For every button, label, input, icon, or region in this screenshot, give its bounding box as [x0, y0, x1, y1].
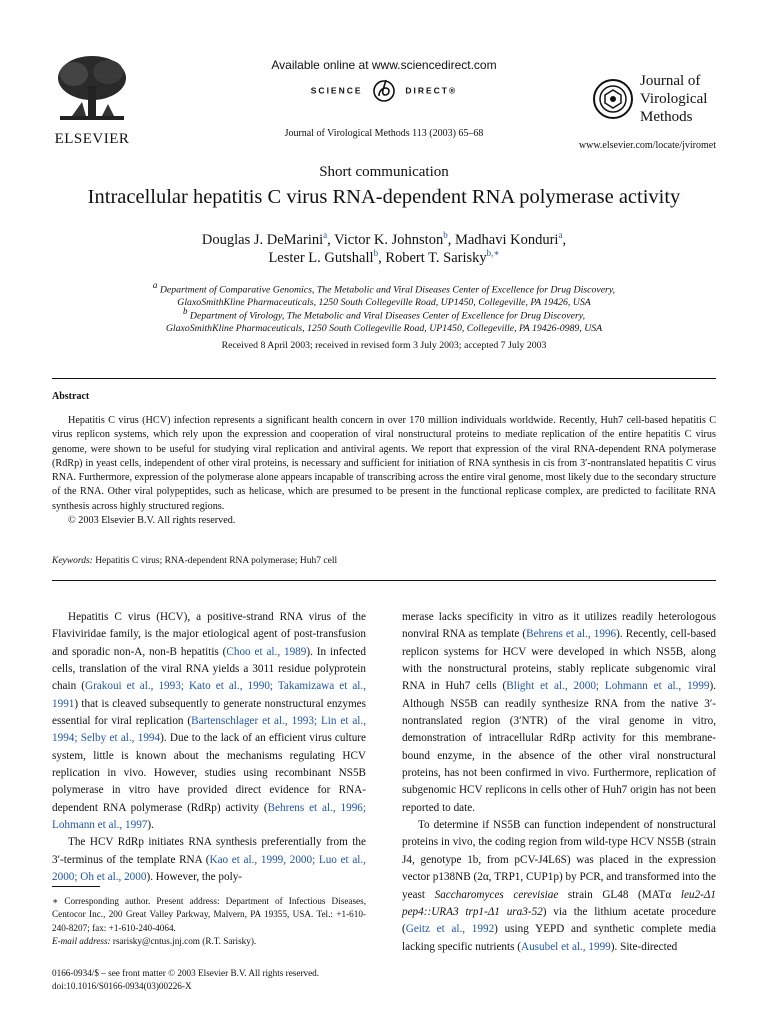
- abstract-text: Hepatitis C virus (HCV) infection represents a significant health concern in over 170 million individuals worldwide. Recently, Huh7 cell-based hepatitis C virus replicon systems, which rely upon the expression and cooperation of viral nonstructural proteins to mediate replication of the entire hepatitis C virus genome, were shown to be useful for studying viral replication and antiviral agents. We report that expression of the viral RNA-dependent RNA polymerase (RdRp) in yeast cells, independent of other viral proteins, is necessary and sufficient for initiation of RNA synthesis in cis from 3′-nontranslated hepatitis C virus RNA. Furthermore, expression of the polymerase alone appears incapable of transcribing across the entire viral genome, most likely due to the secondary structure of the RNA. Other viral polypeptides, such as helicase, which are presumed to be present in the functional replicase complex, are predicted to facilitate RNA synthesis across highly structured regions.: [52, 415, 716, 512]
- author-affiliation-link[interactable]: b,∗: [486, 248, 500, 258]
- citation-link[interactable]: Behrens et al., 1996; Lohmann et al., 1997: [52, 801, 366, 832]
- citation-link[interactable]: Kao et al., 1999, 2000; Luo et al., 2000; Oh et al., 2000: [52, 853, 366, 884]
- sd-right-label: DIRECT: [405, 85, 449, 96]
- corresponding-author-footnote: ∗ Corresponding author. Present address: Department of Infectious Diseases, Centocor Inc., 200 Great Valley Parkway, Malvern, PA 19355, USA. Tel.: +1-610-240-8207; fax: +1-610-240-4064. E-mail address: rsarisky@cntus.jnj.com (R.T. Sarisky).: [52, 896, 367, 947]
- citation-link[interactable]: Blight et al., 2000; Lohmann et al., 1999: [506, 680, 710, 693]
- body-left-column: [52, 609, 366, 887]
- citation-link[interactable]: Geitz et al., 1992: [405, 923, 495, 936]
- paragraph: merase lacks specificity in vitro as it utilizes readily heterologous nonviral RNA as template (Behrens et al., 1996). Recently, cell-based replicon systems for HCV were developed in which NS5B, along with the nonstructural proteins, stably replicate subgenomic viral RNA in Huh7 cells (Blight et al., 2000; Lohmann et al., 1999). Although NS5B can readily synthesize RNA from the native 3′-nontranslated region (3′NTR) of the viral genome in vitro, demonstration of intracellular RdRp activity for this membrane-bound enzyme, in the absence of the other viral nonstructural proteins, has not been confirmed in vivo. Furthermore, replication of subgenomic HCV replicons in cells other of Huh7 origin has not been reported to date.: [402, 611, 716, 814]
- journal-logo: [592, 72, 712, 132]
- citation-link[interactable]: Behrens et al., 1996: [526, 628, 617, 641]
- journal-name: Journal of Virological Methods: [640, 73, 708, 125]
- journal-emblem-icon: [592, 78, 634, 120]
- publisher-name: ELSEVIER: [54, 131, 130, 147]
- article-type: Short communication: [319, 164, 449, 180]
- journal-reference: Journal of Virological Methods 113 (2003) 65–68: [284, 128, 484, 139]
- abstract-body: [52, 414, 716, 528]
- citation-link[interactable]: Bartenschlager et al., 1993; Lin et al., 1994; Selby et al., 1994: [52, 715, 366, 745]
- citation-link[interactable]: Choo et al., 1989: [226, 645, 307, 658]
- sciencedirect-mark-icon: [371, 78, 397, 104]
- paragraph: The HCV RdRp initiates RNA synthesis preferentially from the 3′-terminus of the template RNA (Kao et al., 1999, 2000; Luo et al., 2000; Oh et al., 2000). However, the poly-: [52, 836, 366, 884]
- citation-link[interactable]: Grakoui et al., 1993; Kato et al., 1990; Takamizawa et al., 1991: [52, 680, 366, 710]
- body-right-column: [402, 609, 716, 956]
- author-affiliation-link[interactable]: a: [558, 230, 563, 240]
- paragraph: Hepatitis C virus (HCV), a positive-strand RNA virus of the Flaviviridae family, is the major etiological agent of post-transfusion and sporadic non-A, non-B hepatitis (Choo et al., 1989). In infected cells, translation of the viral RNA yields a 3011 residue polyprotein chain (Grakoui et al., 1993; Kato et al., 1990; Takamizawa et al., 1991) that is cleaved subsequently to generate nonstructural enzymes essential for viral replication (Bartenschlager et al., 1993; Lin et al., 1994; Selby et al., 1994). Due to the lack of an efficient virus culture system, little is known about the mechanisms regulating HCV replication in vivo. However, studies using recombinant NS5B polymerase in vitro have provided direct evidence for RNA-dependent RNA polymerase (RdRp) activity (Behrens et al., 1996; Lohmann et al., 1997).: [52, 611, 366, 832]
- citation-link[interactable]: Ausubel et al., 1999: [520, 940, 611, 953]
- email-link[interactable]: rsarisky@cntus.jnj.com (R.T. Sarisky).: [112, 936, 257, 947]
- author-affiliation-link[interactable]: b: [373, 248, 379, 258]
- divider: [52, 378, 716, 379]
- article-title: Intracellular hepatitis C virus RNA-dependent RNA polymerase activity: [87, 186, 681, 208]
- issn-doi: 0166-0934/$ – see front matter © 2003 Elsevier B.V. All rights reserved. doi:10.1016/S0166-0934(03)00226-X: [52, 968, 320, 991]
- author-name: Douglas J. DeMarini: [201, 231, 324, 248]
- journal-url-link[interactable]: www.elsevier.com/locate/jviromet: [578, 140, 716, 151]
- sd-left-label: SCIENCE: [310, 85, 363, 96]
- copyright-notice: © 2003 Elsevier B.V. All rights reserved.: [68, 515, 236, 527]
- footnote-divider: [52, 886, 100, 887]
- author-affiliation-link[interactable]: b: [443, 230, 448, 240]
- author-name: Victor K. Johnston: [334, 231, 444, 248]
- author-name: Lester L. Gutshall: [268, 249, 374, 266]
- abstract-heading: Abstract: [52, 391, 90, 402]
- sciencedirect-logo: SCIENCE DIRECT®: [0, 78, 768, 104]
- doi-text: doi:10.1016/S0166-0934(03)00226-X: [52, 981, 192, 991]
- available-online-text: Available online at www.sciencedirect.com: [271, 58, 497, 72]
- received-dates: Received 8 April 2003; received in revised form 3 July 2003; accepted 7 July 2003: [221, 340, 547, 351]
- author-line-2: Lester L. Gutshall$^b$, Robert T. Sarisky$^{b,∗}$: [268, 248, 500, 266]
- author-name: Robert T. Sarisky: [385, 249, 487, 266]
- affiliation-b: $^b$ Department of Virology, The Metabolic and Viral Diseases Center of Excellence for Drug Discovery, GlaxoSmithKline Pharmaceuticals, 1250 South Collegeville Road, UP1450, Collegeville, PA 19426-0989, USA: [165, 306, 603, 335]
- divider: [52, 580, 716, 581]
- author-name: Madhavi Konduri: [454, 231, 559, 248]
- affiliation-a: $^a$ Department of Comparative Genomics, The Metabolic and Viral Diseases Center of Excellence for Drug Discovery, GlaxoSmithKline Pharmaceuticals, 1250 South Collegeville Road, UP1450, Collegeville, PA 19426, USA: [152, 280, 616, 309]
- author-line-1: Douglas J. DeMarini$^a$, Victor K. Johnston$^b$, Madhavi Konduri$^a$,: [201, 230, 567, 248]
- keywords: Keywords: Hepatitis C virus; RNA-dependent RNA polymerase; Huh7 cell: [52, 556, 338, 566]
- paragraph: To determine if NS5B can function independent of nonstructural proteins in vivo, the coding region from wild-type HCV NS5B (strain J4, genotype 1b, from pCV-J4L6S) was placed in the expression vector p138NB (2α, TRP1, CUP1p) by PCR, and transformed into the yeast Saccharomyces cerevisiae strain GL48 (MATα leu2-Δ1 pep4::URA3 trp1-Δ1 ura3-52) via the lithium acetate procedure (Geitz et al., 1992) using YEPD and synthetic complete media lacking specific nutrients (Ausubel et al., 1999). Site-directed: [402, 819, 717, 953]
- author-affiliation-link[interactable]: a: [323, 230, 328, 240]
